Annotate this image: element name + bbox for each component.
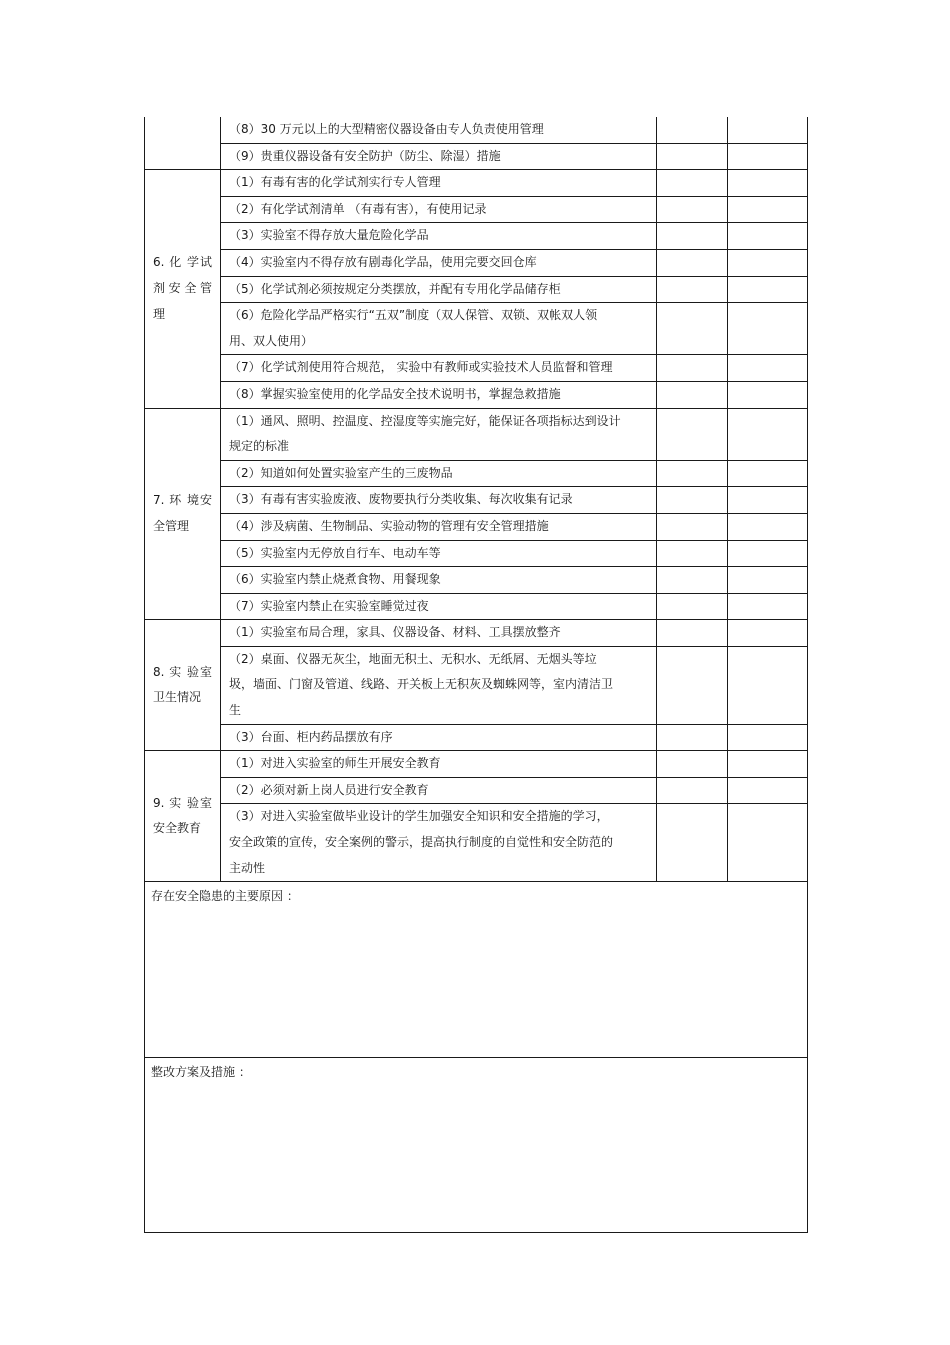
category-cell — [145, 117, 221, 170]
remark-cell[interactable] — [728, 487, 808, 514]
table-row — [145, 567, 808, 594]
notes-row — [145, 882, 808, 1058]
table-row — [145, 408, 808, 460]
remark-cell[interactable] — [728, 593, 808, 620]
table-row — [145, 646, 808, 724]
result-cell[interactable] — [657, 355, 728, 382]
result-cell[interactable] — [657, 223, 728, 250]
inspection-item-text: （7）实验室内禁止在实验室睡觉过夜 — [229, 598, 429, 613]
category-label: 9. 实 验室安全教育 — [153, 795, 212, 836]
table-row — [145, 804, 808, 882]
inspection-item-text: （1）实验室布局合理，家具、仪器设备、材料、工具摆放整齐 — [229, 625, 561, 640]
category-label: 8. 实 验室卫生情况 — [153, 664, 212, 705]
rectification-cell[interactable] — [145, 1058, 808, 1233]
remark-cell[interactable] — [728, 170, 808, 197]
table-row — [145, 593, 808, 620]
remark-cell[interactable] — [728, 804, 808, 882]
remark-cell[interactable] — [728, 249, 808, 276]
remark-cell[interactable] — [728, 196, 808, 223]
remark-cell[interactable] — [728, 303, 808, 355]
category-cell — [145, 620, 221, 751]
remark-cell[interactable] — [728, 540, 808, 567]
inspection-item-text: （4）涉及病菌、生物制品、实验动物的管理有安全管理措施 — [229, 518, 549, 533]
inspection-item-cell — [221, 593, 657, 620]
inspection-item-cell — [221, 487, 657, 514]
hazard-causes-label: 存在安全隐患的主要原因 ： — [151, 889, 299, 904]
table-row — [145, 751, 808, 778]
hazard-causes-cell[interactable] — [145, 882, 808, 1058]
table-row — [145, 487, 808, 514]
result-cell[interactable] — [657, 460, 728, 487]
result-cell[interactable] — [657, 620, 728, 647]
inspection-item-text: （5）化学试剂必须按规定分类摆放，并配有专用化学品储存柜 — [229, 281, 561, 296]
result-cell[interactable] — [657, 117, 728, 143]
inspection-item-text: （8）掌握实验室使用的化学品安全技术说明书，掌握急救措施 — [229, 386, 561, 401]
inspection-item-cell — [221, 804, 657, 882]
remark-cell[interactable] — [728, 143, 808, 170]
inspection-item-cell — [221, 276, 657, 303]
result-cell[interactable] — [657, 143, 728, 170]
remark-cell[interactable] — [728, 646, 808, 724]
remark-cell[interactable] — [728, 117, 808, 143]
inspection-item-text: （7）化学试剂使用符合规范， 实验中有教师或实验技术人员监督和管理 — [229, 360, 613, 375]
inspection-item-cell — [221, 646, 657, 724]
table-row — [145, 223, 808, 250]
result-cell[interactable] — [657, 804, 728, 882]
inspection-item-text: （9）贵重仪器设备有安全防护（防尘、除湿）措施 — [229, 148, 501, 163]
inspection-item-text: （3）实验室不得存放大量危险化学品 — [229, 228, 429, 243]
result-cell[interactable] — [657, 513, 728, 540]
result-cell[interactable] — [657, 751, 728, 778]
notes-row — [145, 1058, 808, 1233]
result-cell[interactable] — [657, 540, 728, 567]
table-row — [145, 381, 808, 408]
remark-cell[interactable] — [728, 276, 808, 303]
result-cell[interactable] — [657, 196, 728, 223]
inspection-item-text: （2）有化学试剂清单 （有毒有害），有使用记录 — [229, 201, 487, 216]
inspection-item-cell — [221, 303, 657, 355]
inspection-item-cell — [221, 567, 657, 594]
result-cell[interactable] — [657, 646, 728, 724]
remark-cell[interactable] — [728, 408, 808, 460]
table-row — [145, 143, 808, 170]
table-row — [145, 196, 808, 223]
table-row — [145, 170, 808, 197]
inspection-item-cell — [221, 355, 657, 382]
result-cell[interactable] — [657, 303, 728, 355]
inspection-item-text: （3）有毒有害实验废液、废物要执行分类收集、每次收集有记录 — [229, 492, 573, 507]
result-cell[interactable] — [657, 487, 728, 514]
inspection-item-text: （2）桌面、仪器无灰尘，地面无积土、无积水、无纸屑、无烟头等垃圾，墙面、门窗及管道、线路、开关板上无积灰及蜘蛛网等，室内清洁卫生 — [229, 651, 614, 718]
table-row — [145, 540, 808, 567]
category-cell — [145, 170, 221, 408]
result-cell[interactable] — [657, 408, 728, 460]
remark-cell[interactable] — [728, 777, 808, 804]
table-row — [145, 724, 808, 751]
inspection-item-cell — [221, 249, 657, 276]
category-cell — [145, 751, 221, 882]
table-row — [145, 117, 808, 143]
inspection-item-text: （1）通风、照明、控温度、控湿度等实施完好，能保证各项指标达到设计规定的标准 — [229, 413, 621, 454]
remark-cell[interactable] — [728, 460, 808, 487]
result-cell[interactable] — [657, 593, 728, 620]
inspection-item-text: （4）实验室内不得存放有剧毒化学品，使用完要交回仓库 — [229, 254, 537, 269]
remark-cell[interactable] — [728, 381, 808, 408]
inspection-item-text: （2）知道如何处置实验室产生的三废物品 — [229, 465, 453, 480]
result-cell[interactable] — [657, 170, 728, 197]
category-label: 7. 环 境安全管理 — [153, 493, 212, 533]
category-cell — [145, 408, 221, 620]
inspection-item-text: （1）有毒有害的化学试剂实行专人管理 — [229, 175, 441, 190]
remark-cell[interactable] — [728, 620, 808, 647]
inspection-item-cell — [221, 460, 657, 487]
result-cell[interactable] — [657, 381, 728, 408]
remark-cell[interactable] — [728, 567, 808, 594]
inspection-item-text: （5）实验室内无停放自行车、电动车等 — [229, 545, 441, 560]
remark-cell[interactable] — [728, 223, 808, 250]
remark-cell[interactable] — [728, 751, 808, 778]
result-cell[interactable] — [657, 276, 728, 303]
inspection-item-cell — [221, 408, 657, 460]
remark-cell[interactable] — [728, 513, 808, 540]
inspection-item-text: （1）对进入实验室的师生开展安全教育 — [229, 756, 441, 771]
inspection-item-text: （3）台面、柜内药品摆放有序 — [229, 729, 393, 744]
inspection-item-cell — [221, 117, 657, 143]
table-row — [145, 276, 808, 303]
inspection-item-text: （6）实验室内禁止烧煮食物、用餐现象 — [229, 572, 441, 587]
inspection-item-cell — [221, 381, 657, 408]
inspection-item-cell — [221, 143, 657, 170]
inspection-item-cell — [221, 223, 657, 250]
table-row — [145, 513, 808, 540]
result-cell[interactable] — [657, 249, 728, 276]
inspection-item-text: （8）30 万元以上的大型精密仪器设备由专人负责使用管理 — [229, 122, 544, 136]
remark-cell[interactable] — [728, 724, 808, 751]
inspection-item-cell — [221, 724, 657, 751]
inspection-item-cell — [221, 513, 657, 540]
result-cell[interactable] — [657, 777, 728, 804]
inspection-item-text: （2）必须对新上岗人员进行安全教育 — [229, 782, 429, 797]
safety-inspection-table — [144, 117, 808, 1233]
table-row — [145, 777, 808, 804]
remark-cell[interactable] — [728, 355, 808, 382]
inspection-item-cell — [221, 196, 657, 223]
table-row — [145, 460, 808, 487]
inspection-item-cell — [221, 170, 657, 197]
result-cell[interactable] — [657, 567, 728, 594]
inspection-item-cell — [221, 540, 657, 567]
table-row — [145, 249, 808, 276]
table-row — [145, 303, 808, 355]
table-row — [145, 620, 808, 647]
rectification-label: 整改方案及措施 ： — [151, 1065, 251, 1080]
inspection-item-cell — [221, 620, 657, 647]
result-cell[interactable] — [657, 724, 728, 751]
table-row — [145, 355, 808, 382]
inspection-item-text: （6）危险化学品严格实行“五双”制度（双人保管、双锁、双帐双人领用、双人使用） — [229, 308, 598, 348]
inspection-item-text: （3）对进入实验室做毕业设计的学生加强安全知识和安全措施的学习，安全政策的宣传，安全案例的警示，提高执行制度的自觉性和安全防范的主动性 — [229, 809, 614, 875]
inspection-item-cell — [221, 777, 657, 804]
inspection-item-cell — [221, 751, 657, 778]
category-label: 6. 化 学试剂安全管理 — [153, 255, 212, 321]
